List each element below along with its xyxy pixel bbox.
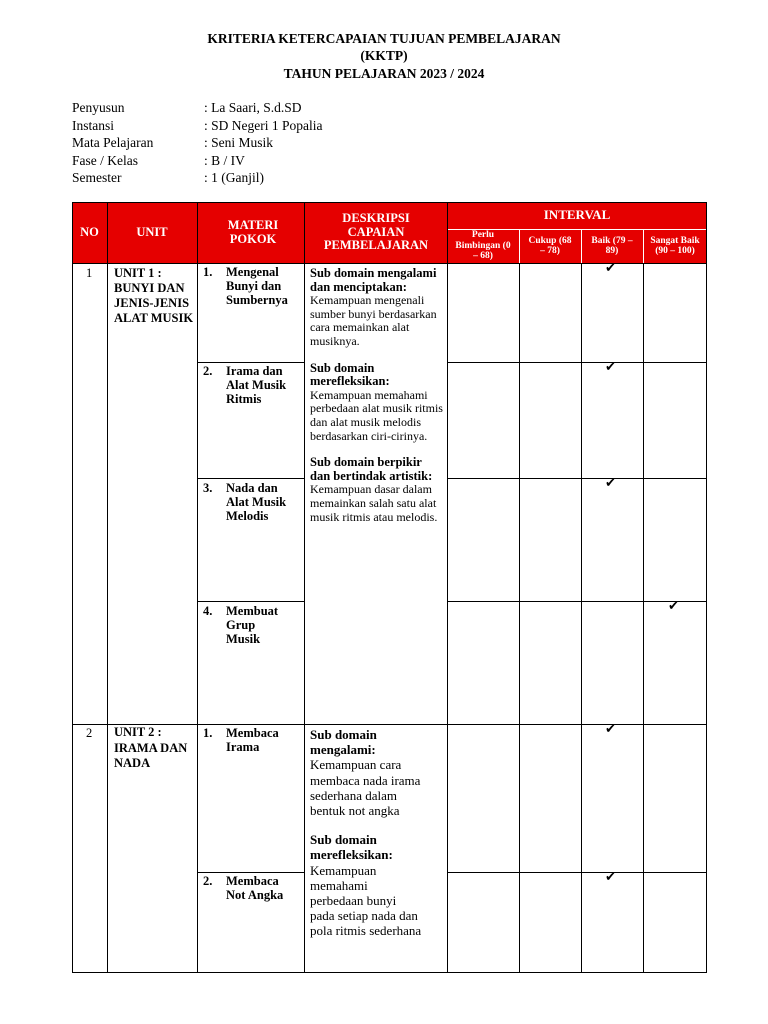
- header-perlu-bimbingan: Perlu Bimbingan (0 – 68): [455, 230, 511, 262]
- row-line: [197, 362, 305, 363]
- info-row-mapel: [72, 134, 322, 152]
- unit1-description: [310, 267, 444, 524]
- document-title-line1: KRITERIA KETERCAPAIAN TUJUAN PEMBELAJARAN: [207, 31, 561, 46]
- column-line: [447, 202, 448, 973]
- desc-subdomain-text: Kemampuan memahami perbedaan bunyi pada setiap nada dan pola ritmis sederhana: [310, 862, 422, 939]
- column-line: [581, 263, 582, 973]
- row-line: [197, 478, 305, 479]
- header-no: NO: [80, 224, 99, 239]
- materi-item: Membaca Not Angka: [226, 874, 284, 902]
- desc-subdomain-text: Kemampuan mengenali sumber bunyi berdasarkan cara memainkan alat musiknya.: [310, 293, 437, 348]
- document-title-line2: (KKTP): [360, 48, 408, 63]
- header-sangat-baik: Sangat Baik (90 – 100): [650, 235, 700, 256]
- column-line: [107, 202, 108, 973]
- check-icon: ✔: [605, 360, 616, 375]
- header-materi: MATERI POKOK: [227, 217, 279, 246]
- row-line: [447, 362, 707, 363]
- materi-number: 4.: [203, 604, 213, 618]
- info-value: : Seni Musik: [204, 135, 274, 150]
- unit2-description: [310, 727, 422, 939]
- table-border: [706, 202, 707, 973]
- check-icon: ✔: [605, 870, 616, 885]
- info-value: : 1 (Ganjil): [204, 170, 264, 185]
- header-cukup: Cukup (68 – 78): [528, 235, 572, 256]
- unit1-title: UNIT 1 : BUNYI DAN JENIS-JENIS ALAT MUSIK: [114, 266, 194, 325]
- row-line: [197, 872, 305, 873]
- header-divider: [447, 229, 707, 230]
- table-border: [72, 202, 707, 203]
- column-line: [304, 202, 305, 973]
- row-line: [447, 478, 707, 479]
- info-row-fase: [72, 152, 322, 170]
- header-divider: [519, 229, 520, 263]
- desc-subdomain-text: Kemampuan cara membaca nada irama sederhana dalam bentuk not angka: [310, 757, 421, 819]
- materi-item: Membuat Grup Musik: [226, 604, 279, 646]
- check-icon: ✔: [605, 261, 616, 276]
- info-label: Fase / Kelas: [72, 152, 138, 168]
- desc-subdomain-heading: Sub domain mengalami:: [310, 727, 377, 758]
- materi-number: 2.: [203, 874, 213, 888]
- info-value: : SD Negeri 1 Popalia: [204, 117, 323, 133]
- row-line: [447, 872, 707, 873]
- info-value: : La Saari, S.d.SD: [204, 100, 302, 115]
- header-baik: Baik (79 – 89): [591, 235, 633, 256]
- info-label: Instansi: [72, 117, 114, 133]
- info-label: Mata Pelajaran: [72, 135, 154, 150]
- header-deskripsi: DESKRIPSI CAPAIAN PEMBELAJARAN: [323, 210, 429, 253]
- check-icon: ✔: [605, 722, 616, 737]
- materi-number: 1.: [203, 265, 213, 279]
- table-border: [72, 972, 707, 973]
- desc-subdomain-heading: Sub domain merefleksikan:: [310, 360, 390, 389]
- unit2-no: 2: [86, 726, 93, 740]
- info-row-semester: [72, 169, 322, 187]
- materi-item: Membaca Irama: [226, 726, 279, 754]
- desc-subdomain-text: Kemampuan memahami perbedaan alat musik ritmis dan alat musik melodis berdasarkan ciri-cirinya.: [310, 387, 443, 443]
- materi-item: Mengenal Bunyi dan Sumbernya: [226, 265, 288, 307]
- info-row-penyusun: [72, 99, 322, 117]
- row-line: [197, 601, 305, 602]
- header-unit: UNIT: [136, 224, 168, 239]
- materi-number: 1.: [203, 726, 213, 740]
- info-value: : B / IV: [204, 152, 245, 168]
- materi-item: Irama dan Alat Musik Ritmis: [226, 364, 287, 406]
- desc-subdomain-text: Kemampuan dasar dalam memainkan salah satu alat musik ritmis atau melodis.: [310, 482, 438, 524]
- check-icon: ✔: [605, 476, 616, 491]
- unit1-no: 1: [86, 266, 93, 280]
- header-divider: [643, 229, 644, 263]
- desc-subdomain-heading: Sub domain merefleksikan:: [310, 832, 393, 863]
- desc-subdomain-heading: Sub domain mengalami dan menciptakan:: [310, 266, 437, 294]
- desc-subdomain-heading: Sub domain berpikir dan bertindak artistik:: [310, 455, 433, 483]
- column-line: [643, 263, 644, 973]
- materi-number: 3.: [203, 481, 213, 495]
- header-divider: [581, 229, 582, 263]
- info-block: [72, 99, 322, 187]
- info-label: Penyusun: [72, 100, 125, 115]
- header-interval: INTERVAL: [543, 207, 611, 223]
- check-icon: ✔: [668, 599, 679, 614]
- info-row-instansi: [72, 117, 322, 135]
- column-line: [519, 263, 520, 973]
- materi-item: Nada dan Alat Musik Melodis: [226, 481, 287, 523]
- kktp-table: [72, 202, 707, 973]
- info-label: Semester: [72, 170, 122, 185]
- materi-number: 2.: [203, 364, 213, 378]
- table-border: [72, 202, 73, 973]
- document-title-line3: TAHUN PELAJARAN 2023 / 2024: [283, 66, 485, 81]
- unit2-title: UNIT 2 : IRAMA DAN NADA: [114, 725, 188, 770]
